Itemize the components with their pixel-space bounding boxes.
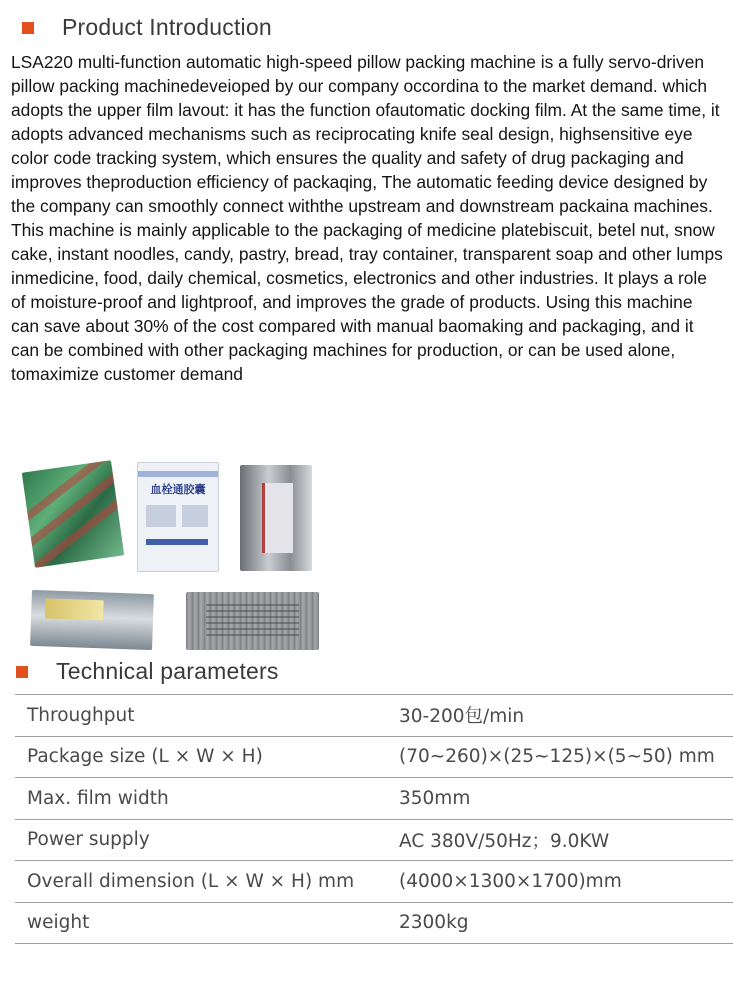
table-row xyxy=(15,778,733,820)
technical-heading-text: Technical parameters xyxy=(56,658,279,684)
table-row xyxy=(15,695,733,737)
blue-medicine-pack xyxy=(137,462,219,572)
intro-paragraph: LSA220 multi-function automatic high-speed pillow packing machine is a fully servo-driven pillow packing machinedeveioped by our company occordina to the market demand. which adopts the upper film lavout: it has the function ofautomatic docking film. At the same time, it adopts advanced mechanisms such as reciprocating knife seal design, highsensitive eye color code tracking system, which ensures the quality and safety of drug packaging and improves theproduction efficiency of packaqing, The automatic feeding device designed by the company can smoothly connect withthe upstream and downstream packaina machines. This machine is mainly applicable to the packaging of medicine platebiscuit, betel nut, snow cake, instant noodles, candy, pastry, bread, tray container, transparent soap and other lumps inmedicine, food, daily chemical, cosmetics, electronics and other industries. It plays a role of moisture-proof and lightproof, and improves the grade of products. Using this machine can save about 30% of the cost compared with manual baomaking and packaging, and it can be combined with other packaging machines for production, or can be used alone, tomaximize customer demand xyxy=(11,52,723,384)
technical-heading xyxy=(16,658,279,685)
param-value: AC 380V/50Hz；9.0KW xyxy=(399,819,733,861)
param-label: Package size (L × W × H) xyxy=(15,736,399,778)
silver-pillow-pack xyxy=(240,465,312,571)
pack-graphic xyxy=(146,505,176,527)
param-label: Power supply xyxy=(15,819,399,861)
param-label: Throughput xyxy=(15,695,399,737)
pack-print xyxy=(206,604,299,638)
param-label: Max. film width xyxy=(15,778,399,820)
param-value: (4000×1300×1700)mm xyxy=(399,861,733,903)
table-row xyxy=(15,861,733,903)
param-value: 30-200包/min xyxy=(399,695,733,737)
green-pillow-pack xyxy=(22,460,124,568)
pack-label xyxy=(262,483,293,553)
param-label: Overall dimension (L × W × H) mm xyxy=(15,861,399,903)
table-row xyxy=(15,736,733,778)
technical-parameters-table xyxy=(15,694,733,944)
orange-square-bullet xyxy=(16,666,28,678)
param-value: 2300kg xyxy=(399,902,733,944)
gray-printed-pack xyxy=(186,592,319,650)
intro-heading-text: Product Introduction xyxy=(62,14,272,40)
param-value: (70~260)×(25~125)×(5~50) mm xyxy=(399,736,733,778)
table-row xyxy=(15,902,733,944)
param-value: 350mm xyxy=(399,778,733,820)
blue-pack-title: 血栓通胶囊 xyxy=(150,483,206,496)
orange-square-bullet xyxy=(22,22,34,34)
pack-graphic xyxy=(182,505,208,527)
gold-label-pack xyxy=(30,590,154,650)
param-label: weight xyxy=(15,902,399,944)
pack-label xyxy=(45,598,104,620)
pack-logo-strip xyxy=(146,539,208,545)
table-row xyxy=(15,819,733,861)
intro-heading xyxy=(22,14,272,41)
pack-band xyxy=(138,471,218,477)
